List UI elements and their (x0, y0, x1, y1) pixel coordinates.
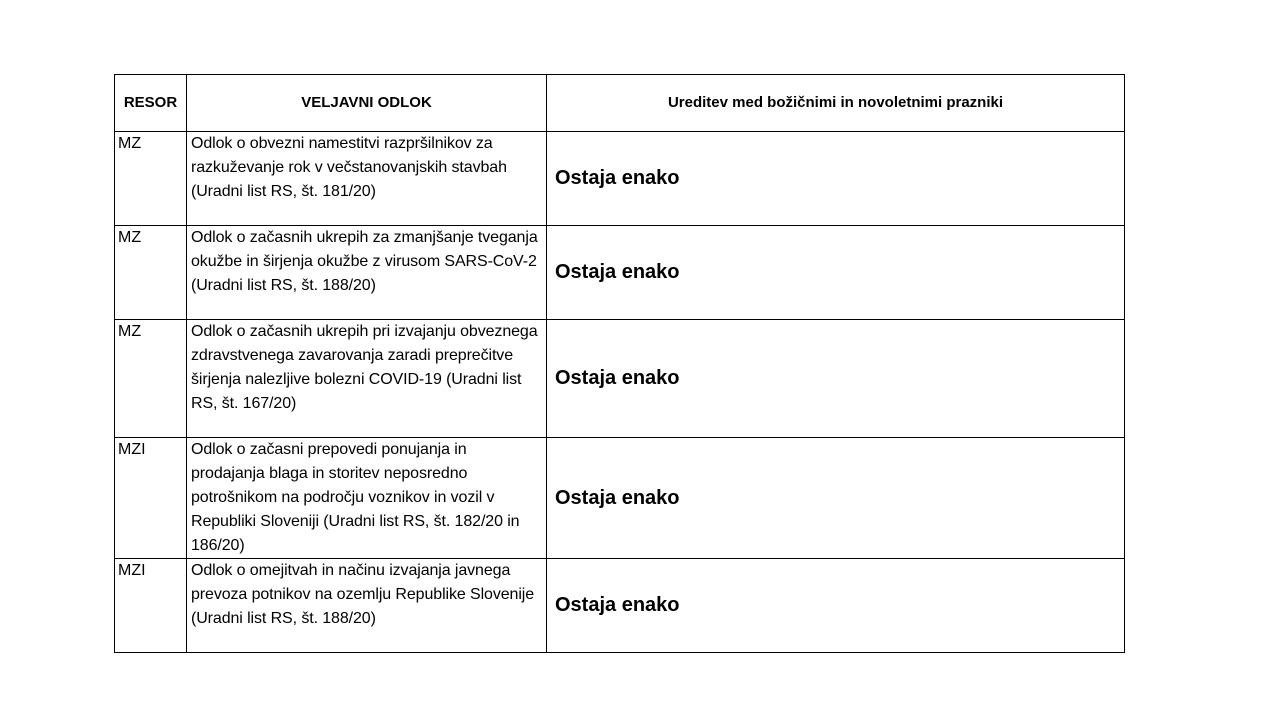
odlok-cell: Odlok o omejitvah in načinu izvajanja javnega prevoza potnikov na ozemlju Republike Slovenije (Uradni list RS, št. 188/20) (187, 559, 547, 653)
ureditev-cell: Ostaja enako (547, 132, 1125, 226)
odlok-cell: Odlok o obvezni namestitvi razpršilnikov za razkuževanje rok v večstanovanjskih stavbah (Uradni list RS, št. 181/20) (187, 132, 547, 226)
header-row (115, 75, 1125, 132)
ureditev-cell: Ostaja enako (547, 226, 1125, 320)
table-row (115, 320, 1125, 438)
table-row (115, 132, 1125, 226)
table-row (115, 559, 1125, 653)
odlok-cell: Odlok o začasnih ukrepih za zmanjšanje tveganja okužbe in širjenja okužbe z virusom SARS-CoV-2 (Uradni list RS, št. 188/20) (187, 226, 547, 320)
ureditev-cell: Ostaja enako (547, 559, 1125, 653)
decree-table (114, 74, 1125, 653)
resor-cell: MZI (115, 559, 187, 653)
resor-cell: MZ (115, 320, 187, 438)
resor-cell: MZI (115, 438, 187, 559)
header-veljavni-odlok: VELJAVNI ODLOK (187, 75, 547, 132)
odlok-cell: Odlok o začasni prepovedi ponujanja in prodajanja blaga in storitev neposredno potrošnikom na področju voznikov in vozil v Republiki Sloveniji (Uradni list RS, št. 182/20 in 186/20) (187, 438, 547, 559)
resor-cell: MZ (115, 132, 187, 226)
table-row (115, 438, 1125, 559)
resor-cell: MZ (115, 226, 187, 320)
table-row (115, 226, 1125, 320)
ureditev-cell: Ostaja enako (547, 320, 1125, 438)
header-resor: RESOR (115, 75, 187, 132)
odlok-cell: Odlok o začasnih ukrepih pri izvajanju obveznega zdravstvenega zavarovanja zaradi preprečitve širjenja nalezljive bolezni COVID-19 (Uradni list RS, št. 167/20) (187, 320, 547, 438)
header-ureditev: Ureditev med božičnimi in novoletnimi prazniki (547, 75, 1125, 132)
ureditev-cell: Ostaja enako (547, 438, 1125, 559)
